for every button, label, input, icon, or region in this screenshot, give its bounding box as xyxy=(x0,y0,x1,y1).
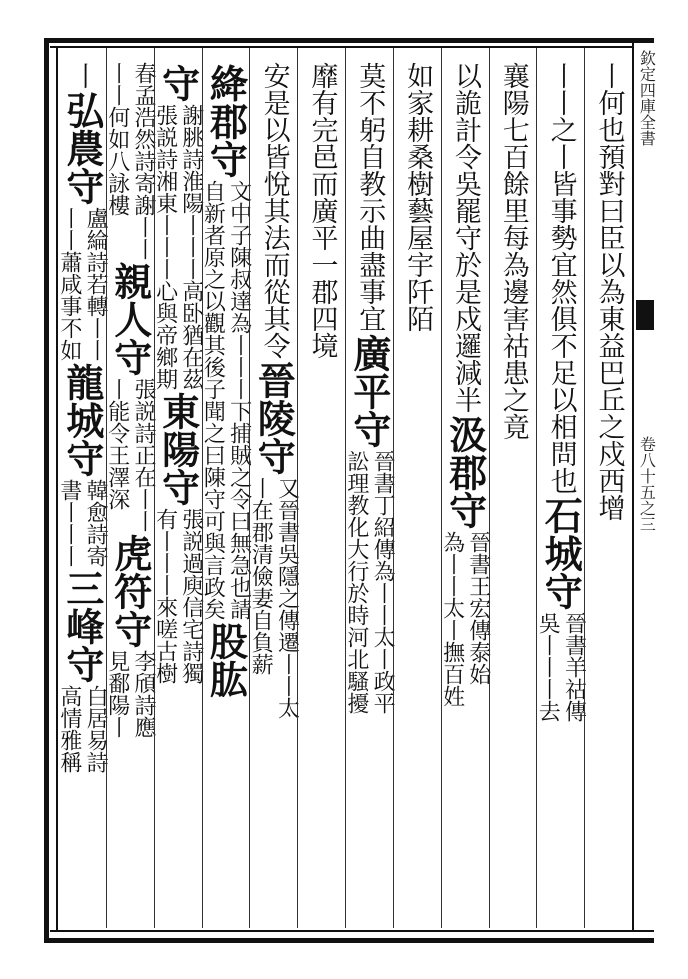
annotation-pair xyxy=(152,508,202,684)
annotation-text: 白居易詩 xyxy=(83,685,109,773)
annotation-text: 李頎詩應 xyxy=(130,650,156,738)
text-column xyxy=(535,62,585,722)
annotation-text: 訟理教化大行於時河北騷擾 xyxy=(343,450,369,714)
column-rule xyxy=(249,48,250,928)
annotation-text: 書丨丨丨 xyxy=(56,479,82,567)
annotation-pair xyxy=(57,685,107,773)
annotation-text: 張説詩湘東丨丨丨心與帝鄉期 xyxy=(152,104,178,390)
annotation-text: 有丨丨丨來嗟古樹 xyxy=(152,508,178,684)
entry-heading: 絳郡守 xyxy=(203,64,249,178)
annotation-pair xyxy=(105,378,155,532)
annotation-text: 張説詩正在丨丨 xyxy=(130,378,156,532)
annotation-text: 丨在郡清儉妻自負薪 xyxy=(248,477,274,675)
entry-heading: 三峰守 xyxy=(59,569,105,683)
annotation-text: 文中子陳叔達為丨丨丨下捕賊之令曰無急也請 xyxy=(226,180,252,620)
annotation-text: 晉書丁紹傳為丨丨太丨政平 xyxy=(370,450,396,714)
annotation-text: 晉書羊祜傳 xyxy=(561,612,587,722)
annotation-text: 自新者原之以觀其後子聞之曰陳守可與言政矣 xyxy=(200,180,226,620)
bottom-rule xyxy=(50,930,654,932)
column-rule xyxy=(441,48,442,928)
annotation-text: 張説過庾信宅詩獨 xyxy=(178,508,204,684)
entry-heading: 汲郡守 xyxy=(442,415,488,529)
body-text: 以詭計令吳罷守於是戍邏減半 xyxy=(449,62,481,413)
text-column xyxy=(57,62,107,773)
column-rule xyxy=(202,48,203,928)
body-text: 如家耕桑樹藝屋宇阡陌 xyxy=(402,62,434,332)
entry-heading: 龍城守 xyxy=(59,363,105,477)
annotation-text: 韓愈詩寄 xyxy=(83,479,109,567)
annotation-text: 丨丨蕭咸事不如 xyxy=(56,207,82,361)
annotation-pair xyxy=(57,207,107,361)
annotation-text: 吳丨丨丨去 xyxy=(535,612,561,722)
volume-label: 卷八十五之三 xyxy=(637,436,657,532)
text-column xyxy=(583,62,633,521)
annotation-text: 丨丨何如八詠樓 xyxy=(104,62,130,216)
text-column xyxy=(344,62,394,714)
annotation-pair xyxy=(152,104,202,390)
annotation-pair xyxy=(200,180,250,620)
entry-heading: 晉陵守 xyxy=(251,361,297,475)
body-text: 靡有完邑而廣平一郡四境 xyxy=(306,62,338,359)
annotation-pair xyxy=(344,450,394,714)
annotation-text: 春孟浩然詩寄謝丨丨 xyxy=(130,62,156,260)
annotation-text: 盧綸詩若轉丨丨 xyxy=(83,207,109,361)
entry-heading: 弘農守 xyxy=(59,91,105,205)
entry-heading: 親人守 xyxy=(107,262,153,376)
column-rule xyxy=(106,48,107,928)
column-rule xyxy=(536,48,537,928)
text-column xyxy=(200,62,250,700)
text-column xyxy=(440,62,490,707)
annotation-pair xyxy=(105,650,155,738)
entry-heading: 東陽守 xyxy=(155,392,201,506)
book-title: 欽定四庫全書 xyxy=(637,50,657,146)
top-rule xyxy=(50,46,632,48)
annotation-text: 又晉書吳隱之傳遷丨丨太 xyxy=(274,477,300,719)
annotation-text: 謝脁詩淮陽丨丨丨高卧猶在茲 xyxy=(178,104,204,390)
annotation-text: 見鄱陽丨 xyxy=(104,650,130,738)
annotation-pair xyxy=(439,531,489,707)
column-rule xyxy=(154,48,155,928)
body-text: 丨丨之丨皆事勢宜然俱不足以相問也 xyxy=(545,62,577,494)
body-text: 丨何也預對曰臣以為東益巴丘之戍西增 xyxy=(593,62,625,521)
entry-heading: 虎符守 xyxy=(107,534,153,648)
text-column xyxy=(296,62,346,359)
entry-heading: 石城守 xyxy=(538,496,584,610)
column-rule xyxy=(584,48,585,928)
annotation-pair xyxy=(57,479,107,567)
margin-header xyxy=(637,50,657,532)
annotation-pair xyxy=(535,612,585,722)
body-text: 襄陽七百餘里每為邊害祜患之竟 xyxy=(497,62,529,440)
entry-heading: 股肱 xyxy=(203,622,249,698)
body-text: 丨 xyxy=(67,62,99,89)
column-rule xyxy=(489,48,490,928)
annotation-text: 高情雅稱 xyxy=(56,685,82,773)
entry-heading: 廣平守 xyxy=(346,334,392,448)
column-rule xyxy=(393,48,394,928)
annotation-text: 丨能令王澤深 xyxy=(104,378,130,510)
text-column xyxy=(392,62,442,332)
annotation-text: 為丨丨太丨撫百姓 xyxy=(439,531,465,707)
body-text: 莫不躬自教示曲盡事宜 xyxy=(354,62,386,332)
annotation-pair xyxy=(248,477,298,719)
annotation-text: 晉書王宏傳泰始 xyxy=(465,531,491,685)
annotation-pair xyxy=(105,62,155,260)
body-text: 安是以皆悅其法而從其令 xyxy=(258,62,290,359)
text-column xyxy=(487,62,537,440)
entry-heading: 守 xyxy=(155,64,201,102)
column-rule xyxy=(345,48,346,928)
text-column xyxy=(153,62,203,684)
text-column xyxy=(105,62,155,738)
text-column xyxy=(248,62,298,719)
column-rule xyxy=(297,48,298,928)
